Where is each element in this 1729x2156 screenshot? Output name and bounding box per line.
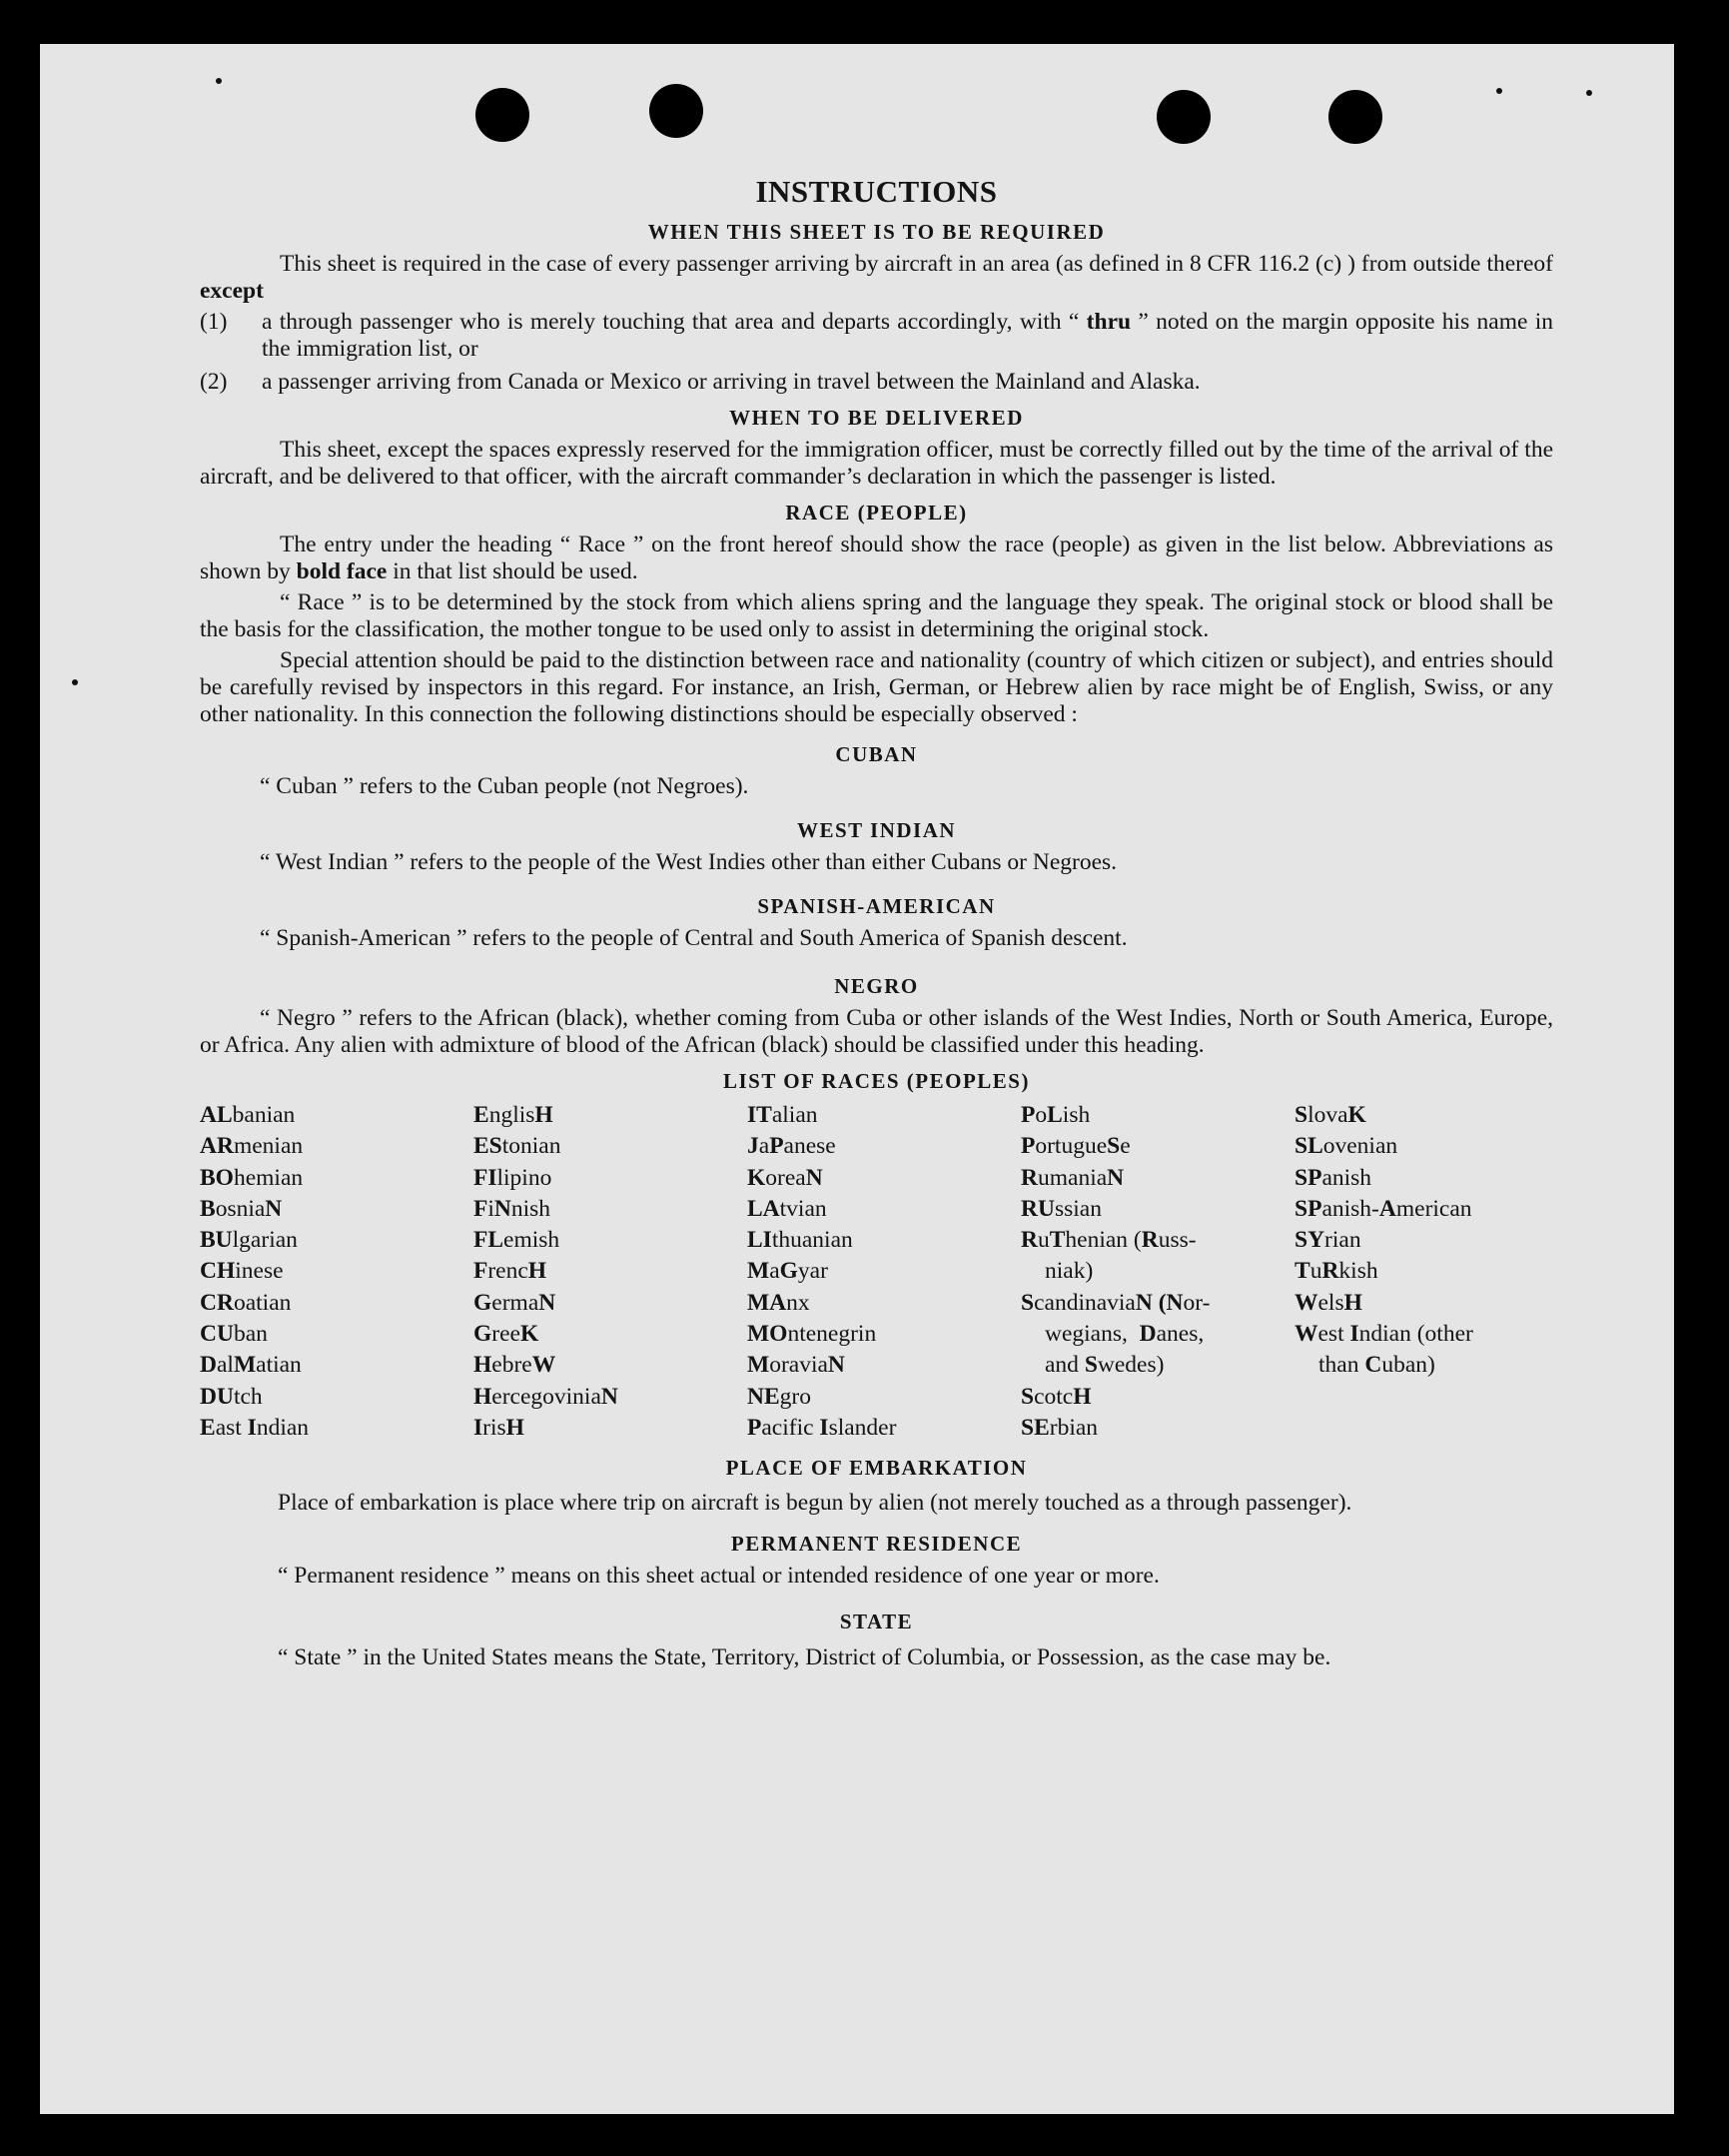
cuban-text: “ Cuban ” refers to the Cuban people (not Negroes). [260, 773, 749, 799]
race-abbreviation: K [1347, 1102, 1366, 1128]
race-abbreviation: S [1021, 1383, 1035, 1410]
race-text: tvian [779, 1195, 827, 1222]
race-abbreviation: R [1321, 1258, 1339, 1285]
race-abbreviation: W [1295, 1321, 1318, 1348]
race-entry [747, 1131, 1021, 1162]
race-text: wegians, [1045, 1321, 1140, 1348]
race-text: al [216, 1352, 234, 1379]
race-abbreviation: A [1378, 1195, 1396, 1222]
race-text: ree [491, 1321, 520, 1348]
race-text: i [487, 1195, 494, 1222]
race-text: ortugue [1035, 1133, 1108, 1160]
race-text: ebre [491, 1352, 532, 1379]
race-abbreviation: G [473, 1289, 492, 1316]
race-abbreviation: SP [1295, 1195, 1322, 1222]
state-text: “ State ” in the United States means the State, Territory, District of Columbia, or Possession, as the case may be. [278, 1644, 1331, 1671]
race-entry-continuation [1295, 1350, 1553, 1381]
race-text: osnia [215, 1195, 266, 1222]
race-paragraph-2: “ Race ” is to be determined by the stock from which aliens spring and the language they speak. The original stock or blood shall be the basis for the classification, the mother tongue to be used only to assist in determining the original stock. [200, 589, 1553, 642]
race-text: e [1120, 1133, 1131, 1160]
race-abbreviation: H [534, 1102, 553, 1128]
race-text: anish- [1321, 1195, 1379, 1222]
race-text: gro [779, 1383, 811, 1410]
race-entry [473, 1319, 747, 1350]
race-abbreviation: K [747, 1164, 766, 1191]
race-text: lgarian [232, 1227, 298, 1254]
race-abbreviation: N [600, 1383, 618, 1410]
race-text: erma [491, 1289, 539, 1316]
race-abbreviation: IT [747, 1102, 772, 1128]
race-text: ovenian [1322, 1133, 1398, 1160]
heading-list-of-races: LIST OF RACES (PEOPLES) [723, 1069, 1030, 1093]
race-text: inese [235, 1258, 284, 1285]
race-text: u [1037, 1227, 1050, 1254]
heading-when-delivered: WHEN TO BE DELIVERED [729, 406, 1024, 430]
races-column-2 [473, 1100, 747, 1444]
race-abbreviation: S [1084, 1352, 1098, 1379]
race-abbreviation: F [473, 1195, 488, 1222]
race-text: orea [765, 1164, 806, 1191]
instructions-content [200, 174, 1553, 1674]
race-text: ndian [256, 1414, 310, 1441]
race-abbreviation: M [233, 1352, 257, 1379]
race-abbreviation: H [527, 1258, 547, 1285]
race-abbreviation: L [1047, 1102, 1063, 1128]
race-abbreviation: F [473, 1258, 488, 1285]
race-abbreviation: R [1141, 1227, 1159, 1254]
race-entry [747, 1288, 1021, 1319]
race-text: ercegovinia [491, 1383, 601, 1410]
race-entry [747, 1225, 1021, 1256]
race-entry [200, 1100, 473, 1131]
race-entry [1021, 1163, 1295, 1194]
race-abbreviation: SY [1295, 1227, 1325, 1254]
race-entry [200, 1256, 473, 1287]
race-text: menian [233, 1133, 304, 1160]
race-text: tch [233, 1383, 263, 1410]
race-text: est [1317, 1321, 1350, 1348]
race-entry [747, 1350, 1021, 1381]
race-entry [200, 1163, 473, 1194]
race-abbreviation: DU [200, 1383, 234, 1410]
exception-number: (2) [200, 369, 228, 395]
race-abbreviation: G [473, 1321, 492, 1348]
race-abbreviation: J [747, 1133, 759, 1160]
exception-item-2 [40, 369, 1553, 396]
race-entry [200, 1131, 473, 1162]
race-abbreviation: BU [200, 1227, 233, 1254]
race-entry [1295, 1288, 1553, 1319]
page-title: INSTRUCTIONS [755, 174, 998, 209]
race-text: nglis [488, 1102, 535, 1128]
race-abbreviation: MA [747, 1289, 787, 1316]
race-text: lipino [496, 1164, 552, 1191]
race-entry [1021, 1382, 1295, 1413]
race-paragraph-1: The entry under the heading “ Race ” on the front hereof should show the race (people) as given in the list below. Abbreviations as shown by bold face in that list should be used. [200, 532, 1553, 584]
residence-text: “ Permanent residence ” means on this sheet actual or intended residence of one year or more. [278, 1563, 1160, 1590]
race-text: banian [232, 1102, 296, 1128]
race-text: cotc [1034, 1383, 1074, 1410]
exception-text: a passenger arriving from Canada or Mexico or arriving in travel between the Mainland and Alaska. [262, 369, 1201, 395]
race-abbreviation: P [769, 1133, 784, 1160]
race-abbreviation: SE [1021, 1414, 1050, 1441]
race-abbreviation: S [1021, 1289, 1035, 1316]
races-column-5 [1295, 1100, 1553, 1444]
race-entry [1295, 1131, 1553, 1162]
when-delivered-text: This sheet, except the spaces expressly reserved for the immigration officer, must be correctly filled out by the time of the arrival of the aircraft, and be delivered to that officer, with the aircraft commander’s declaration in which the passenger is listed. [200, 437, 1553, 490]
race-entry [200, 1319, 473, 1350]
race-text: tonian [501, 1133, 561, 1160]
race-entry [200, 1288, 473, 1319]
race-abbreviation: I [247, 1414, 257, 1441]
race-entry-continuation [1021, 1256, 1295, 1287]
punch-hole [1157, 90, 1211, 144]
race-entry [200, 1382, 473, 1413]
race-text: renc [487, 1258, 528, 1285]
race-abbreviation: I [1349, 1321, 1359, 1348]
race-text: oravia [769, 1352, 828, 1379]
race-abbreviation: C [1364, 1352, 1382, 1379]
race-abbreviation: LI [747, 1227, 772, 1254]
race-text: uss- [1158, 1227, 1197, 1254]
race-text: anish [1321, 1164, 1372, 1191]
race-entry [473, 1350, 747, 1381]
race-entry [473, 1382, 747, 1413]
race-entry-continuation [1021, 1319, 1295, 1350]
race-text: oatian [233, 1289, 292, 1316]
heading-cuban: CUBAN [835, 742, 918, 766]
races-column-3 [747, 1100, 1021, 1444]
race-abbreviation: H [473, 1383, 492, 1410]
race-entry [747, 1382, 1021, 1413]
race-abbreviation: M [747, 1258, 770, 1285]
race-abbreviation: R [1021, 1227, 1038, 1254]
race-abbreviation: N [827, 1352, 845, 1379]
race-abbreviation: S [1107, 1133, 1121, 1160]
race-text: ndian (other [1358, 1321, 1473, 1348]
race-entry [747, 1256, 1021, 1287]
race-abbreviation: SP [1295, 1164, 1322, 1191]
race-text: wedes) [1097, 1352, 1165, 1379]
race-entry [1021, 1100, 1295, 1131]
race-entry [473, 1288, 747, 1319]
race-entry [473, 1194, 747, 1225]
race-entry [1021, 1413, 1295, 1444]
speck [1586, 90, 1592, 96]
speck [216, 78, 222, 84]
race-abbreviation: I [819, 1414, 829, 1441]
west-indian-text: “ West Indian ” refers to the people of the West Indies other than either Cubans or Negroes. [260, 849, 1118, 875]
exception-number: (1) [200, 309, 228, 335]
race-abbreviation: MO [747, 1321, 788, 1348]
race-abbreviation: P [1021, 1102, 1036, 1128]
race-text: ish [1062, 1102, 1091, 1128]
race-text: nish [510, 1195, 551, 1222]
race-abbreviation: R [1021, 1164, 1038, 1191]
race-text: atian [256, 1352, 302, 1379]
race-entry [747, 1319, 1021, 1350]
race-entry [473, 1163, 747, 1194]
race-text: candinavia [1034, 1289, 1136, 1316]
race-text: o [1035, 1102, 1048, 1128]
race-entry [1295, 1194, 1553, 1225]
race-abbreviation: CU [200, 1321, 234, 1348]
race-text: els [1317, 1289, 1344, 1316]
race-text: alian [771, 1102, 818, 1128]
race-abbreviation: I [473, 1414, 483, 1441]
race-abbreviation: N [493, 1195, 511, 1222]
race-abbreviation: ES [473, 1133, 502, 1160]
race-abbreviation: RU [1021, 1195, 1055, 1222]
race-text: ris [482, 1414, 506, 1441]
race-text: umania [1037, 1164, 1108, 1191]
negro-text: “ Negro ” refers to the African (black), whether coming from Cuba or other islands of the West Indies, North or South America, Europe, or Africa. Any alien with admixture of blood of the African (black) should be classified under this heading. [200, 1005, 1553, 1058]
race-abbreviation: H [1073, 1383, 1092, 1410]
exception-text: a through passenger who is merely touching that area and departs accordingly, with “ thru ” noted on the margin opposite his name in the immigration list, or [262, 309, 1553, 362]
race-paragraph-3: Special attention should be paid to the distinction between race and nationality (country of which citizen or subject), and entries should be carefully revised by inspectors in this regard. For instance, an Irish, German, or Hebrew alien by race might be of English, Swiss, or any other nationality. In this connection the following distinctions should be especially observed : [200, 647, 1553, 727]
race-text: slander [828, 1414, 897, 1441]
race-text: niak) [1045, 1258, 1094, 1285]
punch-hole [649, 84, 703, 138]
race-text: or- [1183, 1289, 1211, 1316]
race-entry [473, 1131, 747, 1162]
races-column-4 [1021, 1100, 1295, 1444]
race-entry [1295, 1319, 1553, 1350]
race-abbreviation: FI [473, 1164, 497, 1191]
race-text: yar [797, 1258, 828, 1285]
race-abbreviation: SL [1295, 1133, 1323, 1160]
race-abbreviation: W [531, 1352, 556, 1379]
race-abbreviation: P [1021, 1133, 1036, 1160]
race-entry [1021, 1194, 1295, 1225]
race-entry [200, 1225, 473, 1256]
race-text: ssian [1054, 1195, 1102, 1222]
race-abbreviation: S [1295, 1102, 1308, 1128]
race-text: ast [215, 1414, 248, 1441]
document-page [40, 44, 1674, 2114]
speck [72, 679, 78, 685]
race-abbreviation: BO [200, 1164, 234, 1191]
race-entry [473, 1225, 747, 1256]
race-text: rian [1324, 1227, 1361, 1254]
race-text: hemian [233, 1164, 304, 1191]
race-entry [200, 1413, 473, 1444]
speck [1496, 88, 1502, 94]
race-entry [1021, 1131, 1295, 1162]
race-abbreviation: W [1295, 1289, 1318, 1316]
race-text: than [1318, 1352, 1365, 1379]
race-entry [1021, 1225, 1295, 1256]
race-text: uban) [1381, 1352, 1435, 1379]
race-entry [1021, 1288, 1295, 1319]
heading-state: STATE [839, 1610, 914, 1634]
race-text: henian ( [1065, 1227, 1142, 1254]
race-abbreviation: K [519, 1321, 539, 1348]
race-text: nx [786, 1289, 810, 1316]
race-entry [473, 1413, 747, 1444]
race-text: merican [1395, 1195, 1472, 1222]
heading-race: RACE (PEOPLE) [785, 501, 968, 525]
race-text: ntenegrin [787, 1321, 877, 1348]
heading-embarkation: PLACE OF EMBARKATION [725, 1456, 1028, 1481]
race-abbreviation: B [200, 1195, 216, 1222]
race-entry [747, 1413, 1021, 1444]
race-entry [1295, 1256, 1553, 1287]
race-abbreviation: NE [747, 1383, 780, 1410]
race-abbreviation: G [779, 1258, 798, 1285]
race-text: ban [233, 1321, 268, 1348]
race-text: lova [1307, 1102, 1348, 1128]
punch-hole [1328, 90, 1382, 144]
race-abbreviation: N [1107, 1164, 1125, 1191]
embarkation-text: Place of embarkation is place where trip on aircraft is begun by alien (not merely touched as a through passenger). [278, 1490, 1352, 1517]
heading-negro: NEGRO [834, 974, 919, 998]
heading-west-indian: WEST INDIAN [796, 818, 957, 842]
when-required-intro: This sheet is required in the case of every passenger arriving by aircraft in an area (as defined in 8 CFR 116.2 (c) ) from outside thereof except [200, 251, 1553, 304]
race-text: acific [761, 1414, 820, 1441]
races-list [200, 1100, 1553, 1444]
race-abbreviation: H [473, 1352, 492, 1379]
race-abbreviation: N [265, 1195, 283, 1222]
race-abbreviation: H [505, 1414, 524, 1441]
race-text: kish [1338, 1258, 1378, 1285]
race-text: u [1309, 1258, 1322, 1285]
race-text: thuanian [771, 1227, 853, 1254]
race-abbreviation: N (N [1135, 1289, 1184, 1316]
race-abbreviation: AL [200, 1102, 233, 1128]
race-text: anes, [1156, 1321, 1205, 1348]
race-entry [1295, 1225, 1553, 1256]
race-abbreviation: CH [200, 1258, 236, 1285]
race-abbreviation: N [805, 1164, 823, 1191]
race-text: and [1045, 1352, 1085, 1379]
race-text: emish [503, 1227, 560, 1254]
heading-spanish-american: SPANISH-AMERICAN [757, 894, 996, 918]
race-abbreviation: E [473, 1102, 489, 1128]
race-abbreviation: T [1049, 1227, 1066, 1254]
races-column-1 [200, 1100, 473, 1444]
race-entry [473, 1100, 747, 1131]
race-text: rbian [1049, 1414, 1099, 1441]
race-abbreviation: D [1139, 1321, 1157, 1348]
race-entry-continuation [1021, 1350, 1295, 1381]
spanish-american-text: “ Spanish-American ” refers to the people of Central and South America of Spanish descent. [260, 925, 1128, 951]
race-abbreviation: D [200, 1352, 217, 1379]
race-abbreviation: LA [747, 1195, 780, 1222]
heading-when-required: WHEN THIS SHEET IS TO BE REQUIRED [647, 220, 1106, 244]
race-abbreviation: P [747, 1414, 762, 1441]
exception-item-1 [40, 309, 1553, 363]
race-entry [200, 1350, 473, 1381]
race-abbreviation: AR [200, 1133, 234, 1160]
race-entry [747, 1194, 1021, 1225]
race-abbreviation: CR [200, 1289, 234, 1316]
race-abbreviation: N [538, 1289, 556, 1316]
punch-hole [475, 88, 529, 142]
race-text: a [769, 1258, 780, 1285]
race-abbreviation: M [747, 1352, 770, 1379]
race-text: a [758, 1133, 770, 1160]
race-abbreviation: FL [473, 1227, 504, 1254]
race-entry [747, 1100, 1021, 1131]
race-entry [1295, 1100, 1553, 1131]
heading-residence: PERMANENT RESIDENCE [730, 1532, 1023, 1557]
race-abbreviation: E [200, 1414, 216, 1441]
race-abbreviation: T [1295, 1258, 1310, 1285]
race-entry [1295, 1163, 1553, 1194]
race-entry [747, 1163, 1021, 1194]
race-entry [200, 1194, 473, 1225]
race-text: anese [783, 1133, 836, 1160]
race-abbreviation: H [1343, 1289, 1362, 1316]
race-entry [473, 1256, 747, 1287]
